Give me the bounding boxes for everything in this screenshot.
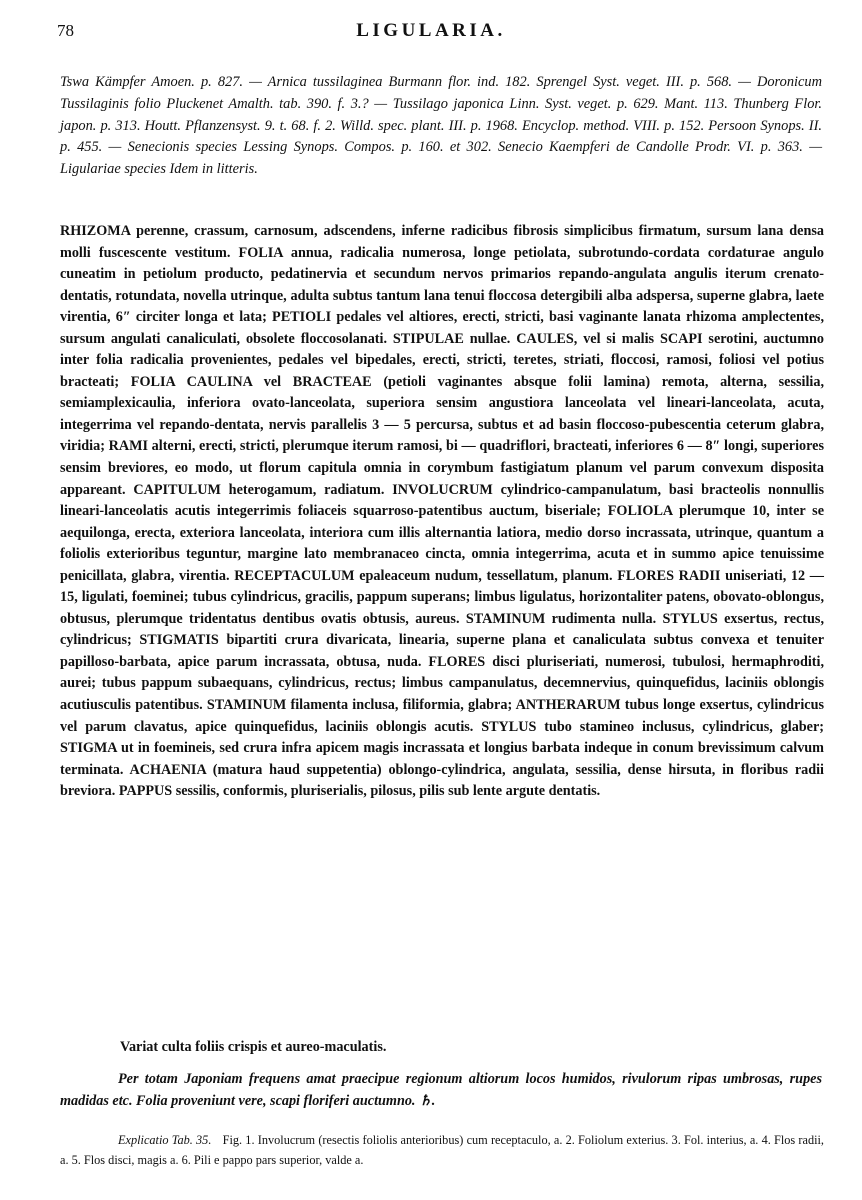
page-number: 78 bbox=[57, 21, 74, 40]
variety-note: Variat culta foliis crispis et aureo-maculatis. bbox=[120, 1039, 387, 1055]
distribution-paragraph: Per totam Japoniam frequens amat praecipue regionum altiorum locos humidos, rivulorum ripas umbrosas, rupes madidas etc. Folia proveniunt vere, scapi floriferi auctumno. ♄. bbox=[60, 1071, 822, 1109]
synonymy-paragraph bbox=[60, 72, 822, 181]
description-text: RHIZOMA perenne, crassum, carnosum, adscendens, inferne radicibus fibrosis simplicibus firmatum, sursum lana densa molli fuscescente vestitum. FOLIA annua, radicalia numerosa, longe petiolata, subrotundo-cordata cordaturae angulo cuneatim in petiolum producto, pedatinervia et secundum nervos primarios repando-angulata angulis iterum crenato-dentatis, rotundata, novella utrinque, adulta subtus tantum lana tenui floccosa detergibili alba adspersa, superne glabra, laete virentia, 6″ circiter longa et lata; PETIOLI pedales vel altiores, erecti, stricti, basi vaginante lanata rhizoma amplectentes, sursum angulati canaliculati, obsolete floccosolanati. STIPULAE nullae. CAULES, vel si malis SCAPI serotini, auctumno inter folia radicalia provenientes, pedales vel bipedales, erecti, stricti, teretes, striati, floccosi, ramosi, foliosi vel potius bracteati; FOLIA CAULINA vel BRACTEAE (petioli vaginantes absque folii lamina) remota, alterna, sessilia, semiamplexicaulia, inferiora ovato-lanceolata, superiora sensim angustiora lanceolata vel lineari-lanceolata, acuta, integerrima vel repando-dentata, nervis parallelis 3 — 5 percursa, subtus et ad basin floccoso-pubescentia ceterum glabra, viridia; RAMI alterni, erecti, stricti, plerumque iterum ramosi, bi — quadriflori, bracteati, inferiores 6 — 8″ longi, superiores sensim breviores, eo modo, ut florum capitula omnia in corymbum fastigiatum planum vel parum convexum disposita appareant. CAPITULUM heterogamum, radiatum. INVOLUCRUM cylindrico-campanulatum, basi bracteolis nonnullis lineari-lanceolatis acutis integerrimis foliaceis squarroso-patentibus auctum, biseriale; FOLIOLA plerumque 10, inter se aequilonga, erecta, exteriora lanceolata, interiora cum illis alternantia latiora, medio dorso incrassata, utrinque, quantum a foliolis exterioribus teguntur, margine lato membranaceo cincta, omnia integerrima, acuta et in summo apice tenuissime penicillata, glabra, virentia. RECEPTACULUM epaleaceum nudum, tessellatum, planum. FLORES RADII uniseriati, 12 — 15, ligulati, foeminei; tubus cylindricus, gracilis, pappum superans; limbus ligulatus, horizontaliter patens, obovato-oblongus, obtusus, plerumque tridentatus dentibus ovatis obtusis, aureus. STAMINUM rudimenta nulla. STYLUS exsertus, rectus, cylindricus; STIGMATIS bipartiti crura divaricata, linearia, superne plana et canaliculata subtus convexa et tenuiter papilloso-barbata, apice parum incrassata, obtusa, nuda. FLORES disci pluriseriati, numerosi, tubulosi, hermaphroditi, aurei; tubus pappum subaequans, cylindricus, rectus; limbus campanulatus, decemnervius, quinquefidus, laciniis oblongis acutiusculis patentibus. STAMINUM filamenta inclusa, filiformia, glabra; ANTHERARUM tubus longe exsertus, cylindricus vel parum clavatus, apice quinquefidus, laciniis oblongis acutis. STYLUS tubo stamineo inclusus, cylindricus, glaber; STIGMA ut in foemineis, sed crura infra apicem magis incrassata et longius barbata indeque in conum brevissimum calvum terminata. ACHAENIA (matura haud suppetentia) oblongo-cylindrica, angulata, sessilia, dense hirsuta, in floribus radii breviora. PAPPUS sessilis, conformis, pluriserialis, pilosus, pilis sub lente argute dentatis. bbox=[60, 223, 824, 800]
plate-explanation-lead: Explicatio Tab. 35. bbox=[118, 1133, 212, 1147]
synonymy-text: Tswa Kämpfer Amoen. p. 827. — Arnica tussilaginea Burmann flor. ind. 182. Sprengel Syst. veget. III. p. 568. — Doronicum Tussilaginis folio Pluckenet Amalth. tab. 390. f. 3.? — Tussilago japonica Linn. Syst. veget. p. 629. Mant. 113. Thunberg Flor. japon. p. 313. Houtt. Pflanzensyst. 9. t. 68. f. 2. Willd. spec. plant. III. p. 1968. Encyclop. method. VIII. p. 152. Persoon Synops. II. p. 455. — Senecionis species Lessing Synops. Compos. p. 160. et 302. Senecio Kaempferi de Candolle Prodr. VI. p. 363. — Ligulariae species Idem in litteris. bbox=[60, 74, 822, 178]
description-paragraph bbox=[60, 221, 824, 803]
plate-explanation-text: Fig. 1. Involucrum (resectis foliolis anterioribus) cum receptaculo, a. 2. Foliolum exterius. 3. Fol. interius, a. 4. Flos radii, a. 5. Flos disci, magis a. 6. Pili e pappo pars superior, valde a. bbox=[60, 1133, 825, 1167]
plate-explanation bbox=[60, 1130, 824, 1170]
running-head: LIGULARIA. bbox=[356, 20, 506, 41]
